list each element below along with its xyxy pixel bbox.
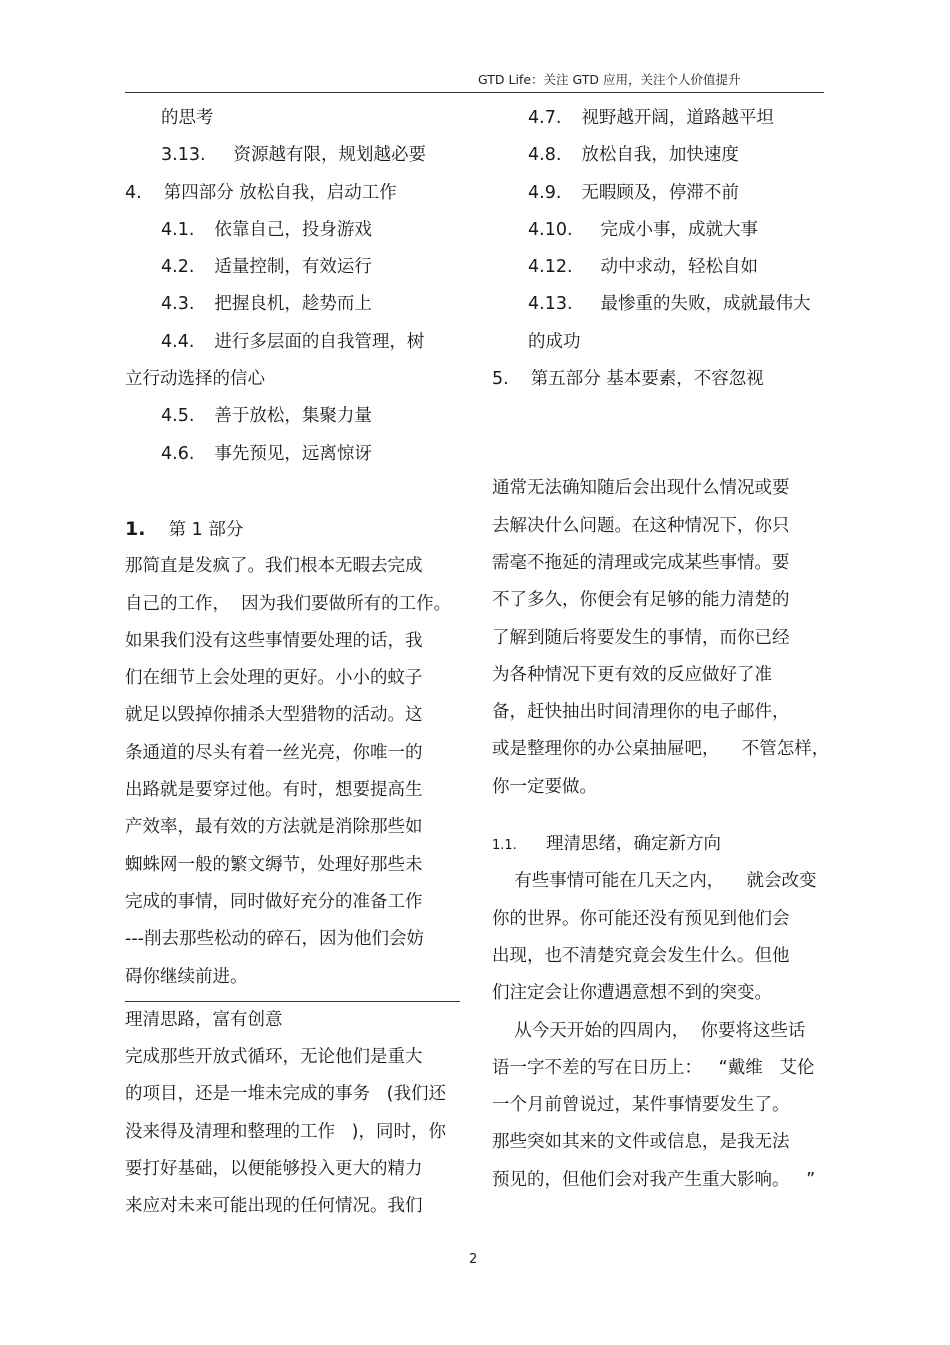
body-text-line: 通常无法确知随后会出现什么情况或要 xyxy=(492,478,790,499)
page-number: 2 xyxy=(469,1252,478,1267)
body-text-line: 备，赶快抽出时间清理你的电子邮件， xyxy=(492,702,790,723)
body-text-line: 蜘蛛网一般的繁文缛节，处理好那些未 xyxy=(125,854,423,875)
toc-entry-number: 4. xyxy=(125,182,142,203)
toc-entry xyxy=(492,212,827,249)
body-text-line: 出现，也不清楚究竟会发生什么。但他 xyxy=(492,945,790,966)
section-1-title: 第 1 部分 xyxy=(168,519,244,540)
body-text-line: 为各种情况下更有效的反应做好了准 xyxy=(492,664,772,685)
body-text-line: 如果我们没有这些事情要处理的话，我 xyxy=(125,630,423,651)
section-1-heading xyxy=(125,511,460,548)
section-1-1-number: 1.1. xyxy=(492,838,517,854)
body-text-line: 有些事情可能在几天之内， 就会改变 xyxy=(492,871,817,892)
body-text-line: 自己的工作， 因为我们要做所有的工作。 xyxy=(125,593,452,614)
toc-entry-number: 4.9. xyxy=(528,182,562,203)
toc-entry xyxy=(492,175,827,212)
toc-entry xyxy=(492,324,827,361)
body-text-line: 或是整理你的办公桌抽屉吧， 不管怎样， xyxy=(492,739,830,760)
toc-entry xyxy=(125,286,460,323)
body-text-line: 那简直是发疯了。我们根本无暇去完成 xyxy=(125,556,423,577)
toc-entry-title: 依靠自己，投身游戏 xyxy=(214,219,372,240)
body-text-line: 条通道的尽头有着一丝光亮，你唯一的 xyxy=(125,742,423,763)
toc-entry-number: 4.1. xyxy=(161,219,195,240)
section-1-1-title: 理清思绪，确定新方向 xyxy=(545,834,721,855)
toc-entry xyxy=(492,100,827,137)
body-text-line: 出路就是要穿过他。有时，想要提高生 xyxy=(125,780,423,801)
body-left-2 xyxy=(125,1039,460,1225)
toc-entry xyxy=(492,361,827,398)
body-text-line: 产效率，最有效的方法就是消除那些如 xyxy=(125,817,423,838)
toc-entry-number: 4.3. xyxy=(161,294,195,315)
body-text-line: 的项目，还是一堆未完成的事务 (我们还 xyxy=(125,1084,447,1105)
toc-entry-title: 的思考 xyxy=(161,108,214,128)
toc-entry-number: 4.12. xyxy=(528,257,573,278)
body-text-line: 你一定要做。 xyxy=(492,776,597,797)
section-1-number: 1. xyxy=(125,517,146,540)
toc-entry-title: 视野越开阔，道路越平坦 xyxy=(581,108,774,128)
body-text-line: ---削去那些松动的碎石，因为他们会妨 xyxy=(125,929,424,950)
toc-entry xyxy=(125,212,460,249)
toc-entry-number: 4.13. xyxy=(528,294,573,315)
toc-entry-title: 第五部分 基本要素，不容忽视 xyxy=(530,369,764,390)
body-left xyxy=(125,548,460,996)
body-text-line: 完成那些开放式循环，无论他们是重大 xyxy=(125,1047,423,1068)
toc-entry-number: 4.7. xyxy=(528,108,562,128)
toc-entry-title: 第四部分 放松自我，启动工作 xyxy=(163,182,397,203)
body-text-line: 来应对未来可能出现的任何情况。我们 xyxy=(125,1196,423,1217)
body-right xyxy=(492,470,830,806)
toc-entry-number: 5. xyxy=(492,369,509,390)
toc-entry-number: 3.13. xyxy=(161,145,206,166)
toc-entry-title: 立行动选择的信心 xyxy=(125,369,265,390)
toc-entry-title: 无暇顾及，停滞不前 xyxy=(581,182,739,203)
toc-entry xyxy=(125,100,460,137)
body-text-line: 预见的，但他们会对我产生重大影响。 ” xyxy=(492,1169,816,1190)
body-text-line: 语一字不差的写在日历上： “戴维 艾伦 xyxy=(492,1057,815,1078)
toc-entry xyxy=(492,286,827,323)
header-divider xyxy=(125,92,824,93)
toc-entry xyxy=(125,324,460,361)
toc-entry-title: 完成小事，成就大事 xyxy=(600,219,759,240)
toc-entry xyxy=(125,361,460,398)
body-text-line: 就足以毁掉你捕杀大型猎物的活动。这 xyxy=(125,705,423,726)
toc-entry-title: 资源越有限，规划越必要 xyxy=(233,145,427,166)
body-text-line: 需毫不拖延的清理或完成某些事情。要 xyxy=(492,552,790,573)
toc-entry-title: 放松自我，加快速度 xyxy=(581,145,739,166)
toc-entry-number: 4.5. xyxy=(161,406,195,427)
running-header: GTD Life：关注 GTD 应用，关注个人价值提升 xyxy=(478,72,741,87)
body-text-line: 不了多久，你便会有足够的能力清楚的 xyxy=(492,590,790,611)
toc-entry xyxy=(492,137,827,174)
toc-entry-number: 4.10. xyxy=(528,219,573,240)
toc-entry-title: 的成功 xyxy=(528,331,581,352)
body-text-line: 完成的事情，同时做好充分的准备工作 xyxy=(125,891,423,912)
body-text-line: 了解到随后将要发生的事情，而你已经 xyxy=(492,627,790,648)
toc-entry xyxy=(125,175,460,212)
toc-entry-title: 把握良机，趁势而上 xyxy=(214,294,372,315)
left-column xyxy=(125,100,460,1226)
toc-entry xyxy=(125,436,460,473)
toc-entry-title: 进行多层面的自我管理，树 xyxy=(214,331,425,352)
body-text-line: 要打好基础，以便能够投入更大的精力 xyxy=(125,1159,423,1180)
toc-entry-number: 4.8. xyxy=(528,145,562,166)
toc-entry-title: 动中求动，轻松自如 xyxy=(600,257,759,278)
toc-entry-title: 善于放松，集聚力量 xyxy=(214,406,372,427)
body-right-2 xyxy=(492,863,827,1199)
body-text-line: 们注定会让你遭遇意想不到的突变。 xyxy=(492,983,772,1004)
toc-entry xyxy=(125,398,460,435)
body-text-line: 你的世界。你可能还没有预见到他们会 xyxy=(492,908,790,929)
toc-entry-title: 适量控制，有效运行 xyxy=(214,257,372,278)
toc-entry-title: 最惨重的失败，成就最伟大 xyxy=(600,294,811,315)
body-text-line: 一个月前曾说过，某件事情要发生了。 xyxy=(492,1095,790,1116)
body-text-line: 那些突如其来的文件或信息，是我无法 xyxy=(492,1132,790,1153)
right-column xyxy=(492,100,830,1199)
body-text-line: 从今天开始的四周内， 你要将这些话 xyxy=(492,1020,806,1041)
toc-left xyxy=(125,100,460,473)
body-text-line: 碍你继续前进。 xyxy=(125,966,248,987)
section-1-1-heading xyxy=(492,826,827,863)
toc-right xyxy=(492,100,827,398)
toc-entry xyxy=(125,249,460,286)
toc-entry-number: 4.4. xyxy=(161,331,195,352)
toc-entry-number: 4.6. xyxy=(161,443,195,464)
toc-entry-title: 事先预见，远离惊讶 xyxy=(214,443,372,464)
toc-entry xyxy=(492,249,827,286)
body-text-line: 们在细节上会处理的更好。小小的蚊子 xyxy=(125,668,423,689)
body-text-line: 没来得及清理和整理的工作 )，同时，你 xyxy=(125,1121,447,1142)
toc-entry-number: 4.2. xyxy=(161,257,195,278)
subheading-left: 理清思路，富有创意 xyxy=(125,1009,283,1030)
body-text-line: 去解决什么问题。在这种情况下，你只 xyxy=(492,515,790,536)
toc-entry xyxy=(125,137,460,174)
